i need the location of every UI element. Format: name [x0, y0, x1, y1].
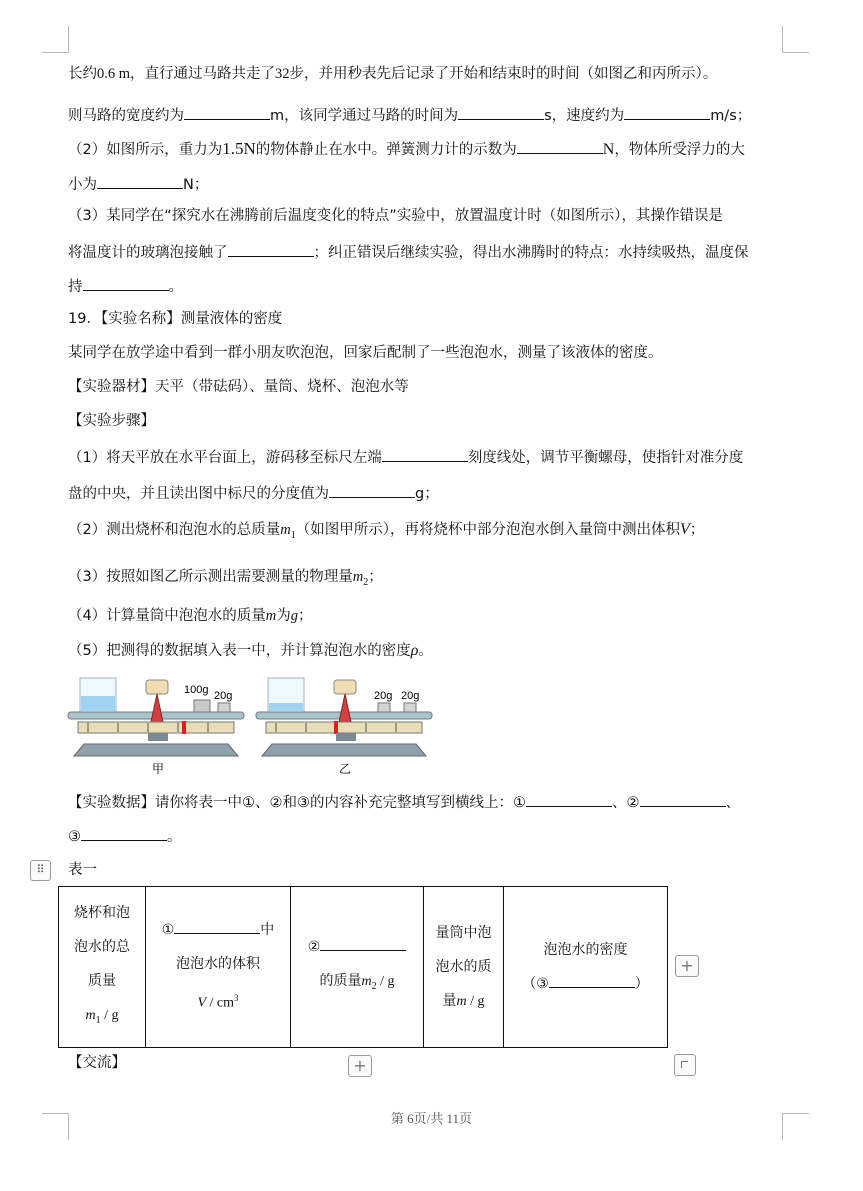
table-cell[interactable]: ② 的质量$m_2$ / g	[291, 887, 424, 1048]
add-row-button[interactable]: +	[348, 1055, 372, 1077]
answer-blank[interactable]	[83, 275, 169, 291]
answer-blank[interactable]	[97, 173, 183, 189]
text-line: （4）计算量筒中泡泡水的质量m为g；	[68, 608, 313, 624]
section-heading: 【实验步骤】	[68, 413, 155, 429]
table-row	[59, 887, 668, 1048]
section-heading: 【交流】	[68, 1055, 126, 1071]
text-line: 小为 N；	[68, 173, 208, 195]
answer-blank[interactable]	[228, 241, 314, 257]
add-column-button[interactable]: +	[675, 955, 699, 977]
balance-yi	[256, 678, 432, 776]
weight-label: 20g	[214, 690, 233, 702]
answer-blank[interactable]	[640, 791, 726, 807]
text-line: 【实验器材】天平（带砝码）、量筒、烧杯、泡泡水等	[68, 379, 409, 395]
page-corner-top-left	[42, 26, 69, 53]
data-table	[58, 886, 668, 1048]
answer-blank[interactable]	[549, 972, 635, 988]
balance-figure	[64, 672, 444, 782]
weight-label: 20g	[374, 690, 393, 702]
table-move-handle[interactable]: ⠿	[30, 860, 51, 881]
table-label: 表一	[68, 862, 97, 878]
answer-blank[interactable]	[458, 104, 544, 120]
text-line: 长约0.6 m，直行通过马路共走了32步，并用秒表先后记录了开始和结束时的时间（如图乙和丙所示）。	[68, 66, 718, 82]
text-line: （2）测出烧杯和泡泡水的总质量$m_1$（如图甲所示），再将烧杯中部分泡泡水倒入量筒中测出体积V；	[68, 521, 705, 541]
answer-blank[interactable]	[624, 104, 710, 120]
text-line: （3）按照如图乙所示测出需要测量的物理量$m_2$；	[68, 569, 383, 588]
text-line: ③ 。	[68, 825, 182, 847]
table-cell[interactable]: 量筒中泡 泡水的质 量m / g	[424, 887, 504, 1048]
figure-caption: 乙	[339, 762, 352, 776]
text-line: 【实验数据】请你将表一中①、②和③的内容补充完整填写到横线上：① 、② 、	[68, 791, 740, 813]
table-resize-handle[interactable]	[674, 1054, 696, 1076]
question-heading: 19．【实验名称】测量液体的密度	[68, 311, 283, 327]
table-cell[interactable]: ① 中 泡泡水的体积 V / $cm^3$	[146, 887, 291, 1048]
page-corner-top-right	[782, 26, 809, 53]
table-cell[interactable]: 泡泡水的密度 （③ ）	[504, 887, 668, 1048]
answer-blank[interactable]	[329, 482, 415, 498]
answer-blank[interactable]	[81, 825, 167, 841]
text-line: （3）某同学在“探究水在沸腾前后温度变化的特点”实验中，放置温度计时（如图所示），其操作错误是	[68, 208, 723, 224]
weight-label: 20g	[401, 690, 420, 702]
answer-blank[interactable]	[184, 104, 270, 120]
text-line: 某同学在放学途中看到一群小朋友吹泡泡，回家后配制了一些泡泡水，测量了该液体的密度。	[68, 345, 663, 361]
text-line: （1）将天平放在水平台面上，游码移至标尺左端 刻度线处，调节平衡螺母，使指针对准分度	[68, 446, 743, 468]
text-line: （5）把测得的数据填入表一中，并计算泡泡水的密度ρ。	[68, 642, 433, 659]
answer-blank[interactable]	[320, 935, 406, 951]
text-line: 持 。	[68, 275, 183, 297]
page-footer: 第 6页/共 11页	[390, 1111, 473, 1126]
figure-caption: 甲	[152, 762, 165, 776]
answer-blank[interactable]	[382, 446, 468, 462]
answer-blank[interactable]	[174, 918, 260, 934]
text-line: （2）如图所示，重力为1.5N的物体静止在水中。弹簧测力计的示数为 N，物体所受浮力的大	[68, 139, 745, 158]
text-line: 则马路的宽度约为 m，该同学通过马路的时间为 s，速度约为 m/s；	[68, 104, 751, 126]
table-cell[interactable]: 烧杯和泡 泡水的总 质量 $m_1$ / g	[59, 887, 146, 1048]
answer-blank[interactable]	[526, 791, 612, 807]
text-line: 盘的中央，并且读出图中标尺的分度值为 g；	[68, 482, 439, 504]
balance-jia	[68, 678, 244, 776]
answer-blank[interactable]	[517, 138, 603, 154]
text-line: 将温度计的玻璃泡接触了 ；纠正错误后继续实验，得出水沸腾时的特点：水持续吸热，温度保	[68, 241, 749, 263]
weight-label: 100g	[184, 684, 209, 696]
